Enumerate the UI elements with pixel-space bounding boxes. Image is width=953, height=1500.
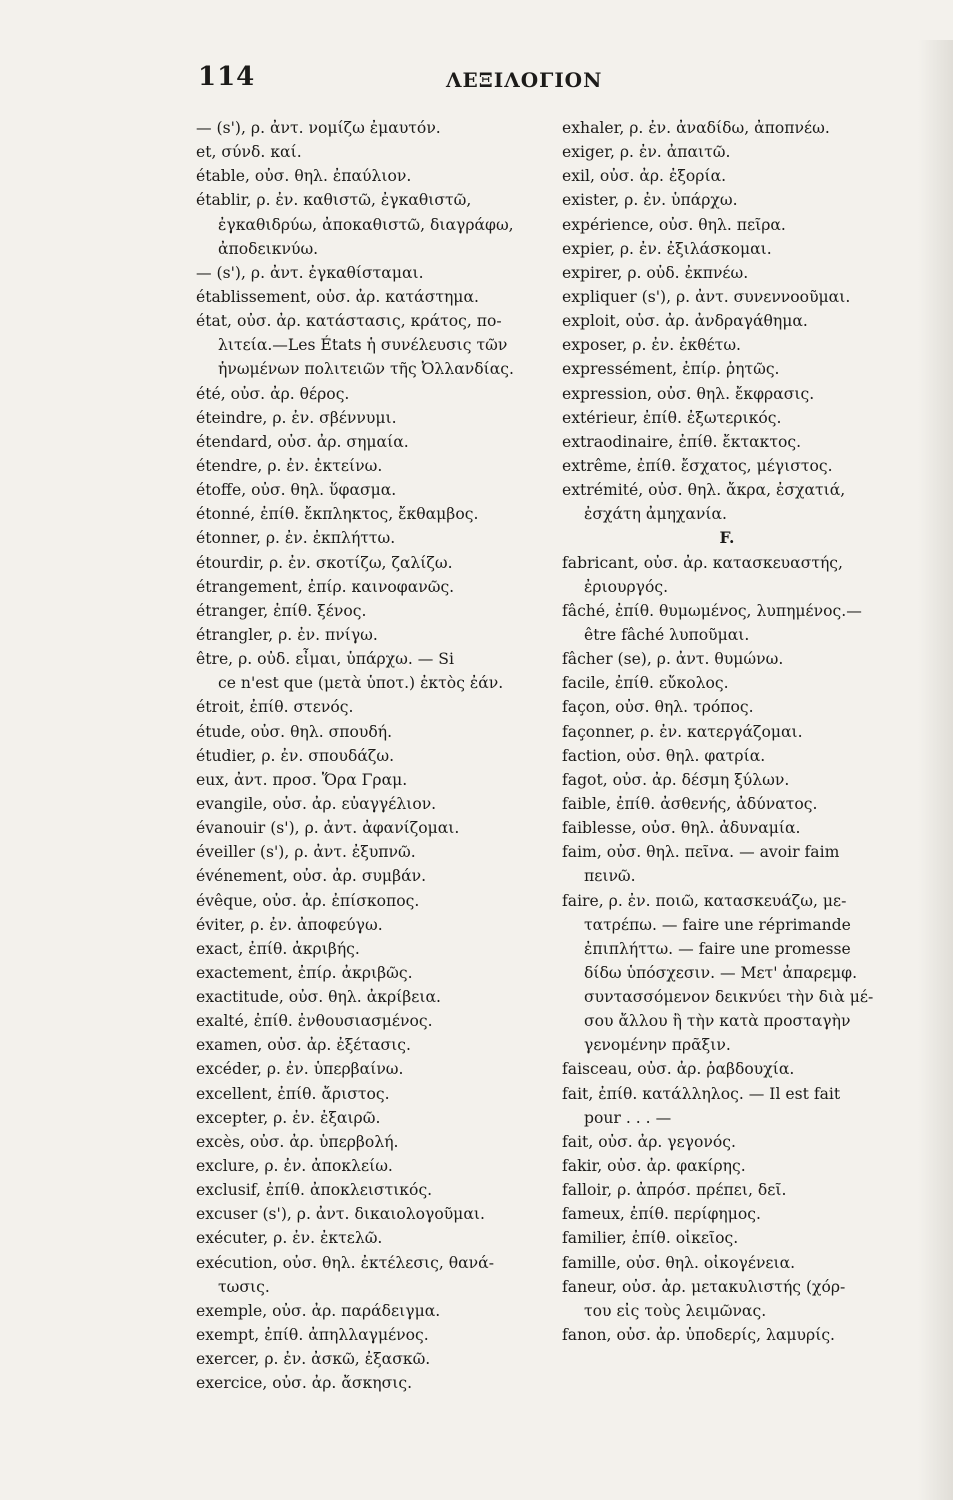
dictionary-line: façonner, ρ. ἐν. κατεργάζομαι. (562, 722, 803, 741)
dictionary-line: extrémité, οὐσ. θηλ. ἄκρα, ἐσχατιά, (562, 481, 846, 500)
dictionary-line: του εἰς τοὺς λειμῶνας. (584, 1301, 767, 1320)
dictionary-line: extrême, ἐπίθ. ἔσχατος, μέγιστος. (562, 456, 833, 475)
dictionary-line: exact, ἐπίθ. ἀκριβής. (196, 939, 360, 958)
dictionary-line: étudier, ρ. ἐν. σπουδάζω. (196, 746, 395, 765)
dictionary-line: excellent, ἐπίθ. ἄριστος. (196, 1084, 390, 1103)
dictionary-line: éviter, ρ. ἐν. ἀποφεύγω. (196, 915, 383, 934)
dictionary-line: δίδω ὑπόσχεσιν. — Μετ' ἀπαρεμφ. (584, 963, 858, 982)
dictionary-line: πεινῶ. (584, 867, 636, 886)
dictionary-line: exempt, ἐπίθ. ἀπηλλαγμένος. (196, 1326, 429, 1345)
dictionary-line: étrangement, ἐπίρ. καινοφανῶς. (196, 577, 455, 596)
dictionary-line: fabricant, οὐσ. ἀρ. κατασκευαστής, (562, 553, 843, 572)
dictionary-line: exclure, ρ. ἐν. ἀποκλείω. (196, 1157, 393, 1176)
dictionary-line: ἀποδεικνύω. (218, 239, 319, 258)
dictionary-line: excès, οὐσ. ἀρ. ὑπερβολή. (196, 1132, 399, 1151)
dictionary-line: étendard, οὐσ. ἀρ. σημαία. (196, 432, 409, 451)
right-column (562, 116, 912, 1347)
dictionary-line: expliquer (s'), ρ. ἀντ. συνεννοοῦμαι. (562, 287, 851, 306)
dictionary-line: fakir, οὐσ. ἀρ. φακίρης. (562, 1157, 746, 1176)
dictionary-line: expier, ρ. ἐν. ἐξιλάσκομαι. (562, 239, 772, 258)
dictionary-line: γενομένην πρᾶξιν. (584, 1036, 731, 1055)
dictionary-line: evangile, οὐσ. ἀρ. εὐαγγέλιον. (196, 794, 437, 813)
dictionary-line: exactitude, οὐσ. θηλ. ἀκρίβεια. (196, 988, 441, 1007)
dictionary-line: exhaler, ρ. ἐν. ἀναδίδω, ἀποπνέω. (562, 119, 830, 137)
dictionary-line: exploit, οὐσ. ἀρ. ἀνδραγάθημα. (562, 312, 808, 331)
dictionary-line: établissement, οὐσ. ἀρ. κατάστημα. (196, 287, 479, 306)
dictionary-line: faire, ρ. ἐν. ποιῶ, κατασκευάζω, με- (562, 891, 847, 910)
dictionary-line: extraodinaire, ἐπίθ. ἔκτακτος. (562, 432, 802, 451)
dictionary-line: ce n'est que (μετὰ ὑποτ.) ἐκτὸς ἐάν. (218, 674, 504, 693)
dictionary-line: étoffe, οὐσ. θηλ. ὕφασμα. (196, 481, 397, 500)
dictionary-line: faisceau, οὐσ. ἀρ. ῥαβδουχία. (562, 1060, 795, 1079)
dictionary-line: expression, οὐσ. θηλ. ἔκφρασις. (562, 384, 815, 403)
dictionary-line: — (s'), ρ. ἀντ. νομίζω ἐμαυτόν. (196, 119, 441, 137)
dictionary-line: ἐπιπλήττω. — faire une promesse (584, 939, 851, 958)
dictionary-line: eux, ἀντ. προσ. Ὅρα Γραμ. (196, 770, 408, 789)
dictionary-line: étranger, ἐπίθ. ξένος. (196, 601, 367, 620)
dictionary-line: faible, ἐπίθ. ἀσθενής, ἀδύνατος. (562, 794, 818, 813)
dictionary-line: expirer, ρ. οὐδ. ἐκπνέω. (562, 263, 749, 282)
dictionary-line: exposer, ρ. ἐν. ἐκθέτω. (562, 336, 742, 355)
dictionary-line: éteindre, ρ. ἐν. σβέννυμι. (196, 408, 397, 427)
section-letter: F. (719, 528, 735, 548)
dictionary-line: être, ρ. οὐδ. εἶμαι, ὑπάρχω. — Si (196, 650, 454, 669)
dictionary-line: ἐσχάτη ἀμηχανία. (584, 505, 727, 524)
dictionary-line: facile, ἐπίθ. εὔκολος. (562, 674, 729, 693)
dictionary-line: expérience, οὐσ. θηλ. πεῖρα. (562, 215, 786, 234)
dictionary-line: exécution, οὐσ. θηλ. ἐκτέλεσις, θανά- (196, 1253, 494, 1272)
dictionary-line: exiger, ρ. ἐν. ἀπαιτῶ. (562, 143, 731, 162)
dictionary-line: falloir, ρ. ἀπρόσ. πρέπει, δεῖ. (562, 1181, 787, 1200)
dictionary-line: et, σύνδ. καί. (196, 143, 302, 162)
dictionary-line: exclusif, ἐπίθ. ἀποκλειστικός. (196, 1181, 433, 1200)
dictionary-line: été, οὐσ. ἀρ. θέρος. (196, 384, 350, 403)
dictionary-line: exécuter, ρ. ἐν. ἐκτελῶ. (196, 1229, 383, 1248)
dictionary-line: familier, ἐπίθ. οἰκεῖος. (562, 1229, 739, 1248)
dictionary-line: étable, οὐσ. θηλ. ἐπαύλιον. (196, 167, 412, 186)
dictionary-line: être fâché λυποῦμαι. (584, 625, 750, 644)
dictionary-line: exil, οὐσ. ἀρ. ἐξορία. (562, 167, 727, 186)
dictionary-line: exister, ρ. ἐν. ὑπάρχω. (562, 191, 738, 210)
dictionary-line: faiblesse, οὐσ. θηλ. ἀδυναμία. (562, 819, 801, 838)
dictionary-line: λιτεία.—Les États ἡ συνέλευσις τῶν (218, 336, 508, 355)
dictionary-line: — (s'), ρ. ἀντ. ἐγκαθίσταμαι. (196, 263, 424, 282)
running-title: ΛΕΞΙΛΟΓΙΟΝ (446, 68, 603, 92)
dictionary-line: faneur, οὐσ. ἀρ. μετακυλιστής (χόρ- (562, 1277, 846, 1296)
page-header (198, 60, 638, 100)
dictionary-line: exactement, ἐπίρ. ἀκριβῶς. (196, 963, 413, 982)
dictionary-line: éveiller (s'), ρ. ἀντ. ἐξυπνῶ. (196, 843, 416, 862)
dictionary-line: σου ἄλλου ἢ τὴν κατὰ προσταγὴν (584, 1012, 851, 1031)
dictionary-line: exalté, ἐπίθ. ἐνθουσιασμένος. (196, 1012, 433, 1031)
dictionary-line: établir, ρ. ἐν. καθιστῶ, ἐγκαθιστῶ, (196, 191, 472, 210)
dictionary-line: état, οὐσ. ἀρ. κατάστασις, κράτος, πο- (196, 312, 502, 331)
dictionary-line: exercer, ρ. ἐν. ἀσκῶ, ἐξασκῶ. (196, 1350, 431, 1369)
dictionary-line: excepter, ρ. ἐν. ἐξαιρῶ. (196, 1108, 381, 1127)
dictionary-line: famille, οὐσ. θηλ. οἰκογένεια. (562, 1253, 796, 1272)
dictionary-line: étendre, ρ. ἐν. ἐκτείνω. (196, 456, 383, 475)
facing-page-bleed (918, 40, 953, 1500)
dictionary-line: ἐγκαθιδρύω, ἀποκαθιστῶ, διαγράφω, (218, 215, 514, 234)
dictionary-line: faim, οὐσ. θηλ. πεῖνα. — avoir faim (562, 843, 840, 862)
dictionary-line: fagot, οὐσ. ἀρ. δέσμη ξύλων. (562, 770, 790, 789)
dictionary-line: étonner, ρ. ἐν. ἐκπλήττω. (196, 529, 396, 548)
dictionary-line: exercice, οὐσ. ἀρ. ἄσκησις. (196, 1374, 413, 1393)
dictionary-line: étude, οὐσ. θηλ. σπουδή. (196, 722, 393, 741)
dictionary-line: étrangler, ρ. ἐν. πνίγω. (196, 625, 378, 644)
dictionary-line: excuser (s'), ρ. ἀντ. δικαιολογοῦμαι. (196, 1205, 485, 1224)
dictionary-line: ἡνωμένων πολιτειῶν τῆς Ὀλλανδίας. (218, 360, 514, 379)
dictionary-line: fanon, οὐσ. ἀρ. ὑποδερίς, λαμυρίς. (562, 1326, 836, 1345)
dictionary-line: συντασσόμενον δεικνύει τὴν διὰ μέ- (584, 988, 874, 1007)
dictionary-line: faction, οὐσ. θηλ. φατρία. (562, 746, 766, 765)
dictionary-line: extérieur, ἐπίθ. ἐξωτερικός. (562, 408, 782, 427)
dictionary-line: ἐριουργός. (584, 577, 669, 596)
dictionary-line: fâcher (se), ρ. ἀντ. θυμώνω. (562, 650, 784, 669)
dictionary-line: τωσις. (218, 1277, 270, 1296)
dictionary-line: fait, οὐσ. ἀρ. γεγονός. (562, 1132, 736, 1151)
dictionary-line: fait, ἐπίθ. κατάλληλος. — Il est fait (562, 1084, 841, 1103)
page-number: 114 (198, 62, 256, 92)
dictionary-line: examen, οὐσ. ἀρ. ἐξέτασις. (196, 1036, 411, 1055)
dictionary-line: évanouir (s'), ρ. ἀντ. ἀφανίζομαι. (196, 819, 460, 838)
left-column (196, 116, 531, 1395)
dictionary-line: évêque, οὐσ. ἀρ. ἐπίσκοπος. (196, 891, 420, 910)
dictionary-line: étroit, ἐπίθ. στενός. (196, 698, 354, 717)
dictionary-line: étonné, ἐπίθ. ἔκπληκτος, ἔκθαμβος. (196, 505, 479, 524)
dictionary-line: fameux, ἐπίθ. περίφημος. (562, 1205, 761, 1224)
dictionary-line: façon, οὐσ. θηλ. τρόπος. (562, 698, 754, 717)
dictionary-line: étourdir, ρ. ἐν. σκοτίζω, ζαλίζω. (196, 553, 453, 572)
dictionary-line: pour . . . — (584, 1108, 672, 1127)
dictionary-line: événement, οὐσ. ἀρ. συμβάν. (196, 867, 427, 886)
dictionary-line: expressément, ἐπίρ. ῥητῶς. (562, 360, 780, 379)
dictionary-line: exemple, οὐσ. ἀρ. παράδειγμα. (196, 1301, 441, 1320)
dictionary-line: τατρέπω. — faire une réprimande (584, 915, 851, 934)
dictionary-line: fâché, ἐπίθ. θυμωμένος, λυπημένος.— (562, 601, 862, 620)
dictionary-line: excéder, ρ. ἐν. ὑπερβαίνω. (196, 1060, 404, 1079)
